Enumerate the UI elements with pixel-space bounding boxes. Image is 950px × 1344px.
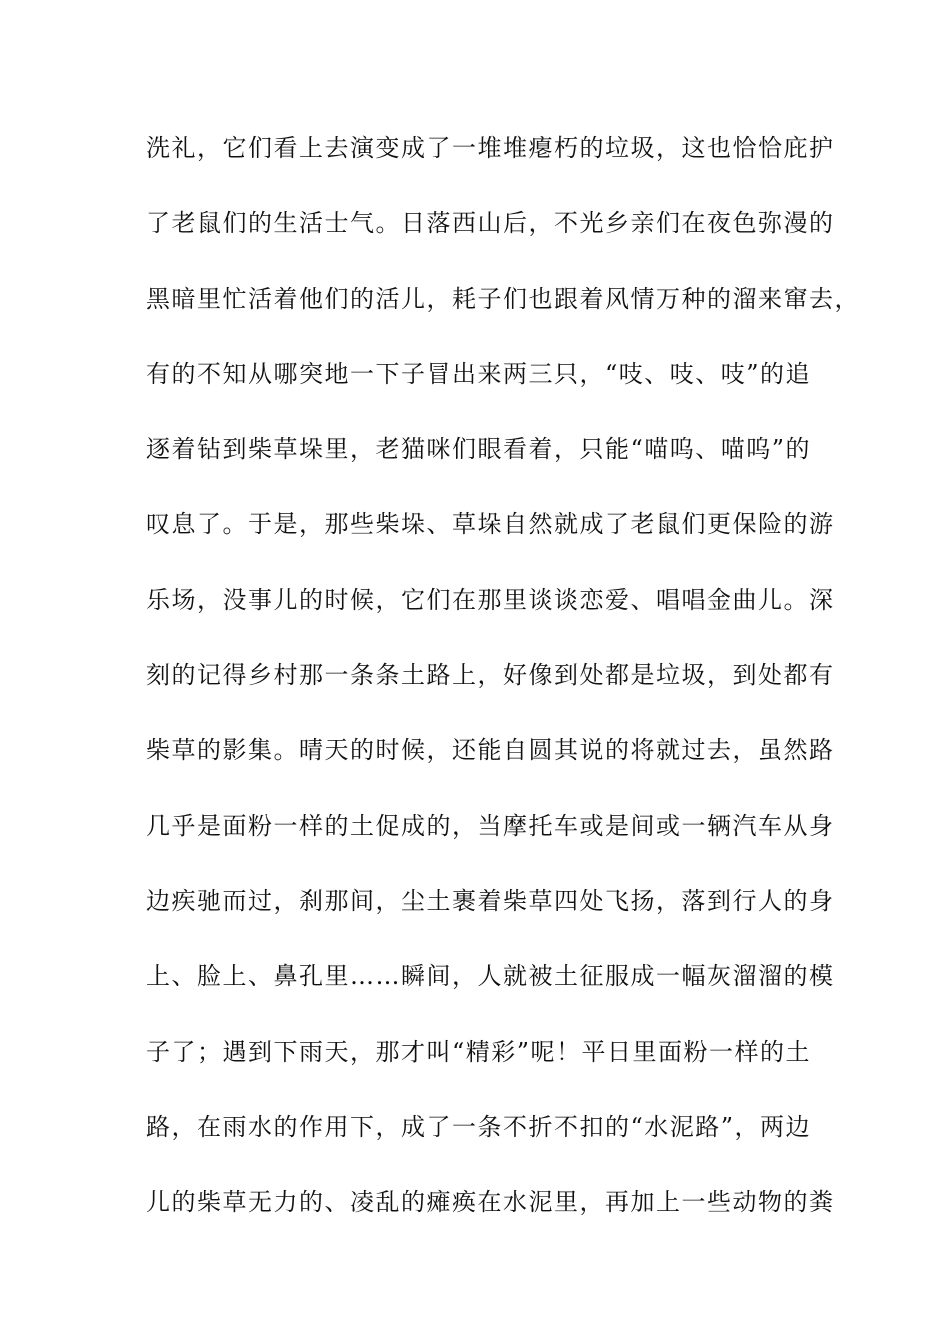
text-line: 乐场，没事儿的时候，它们在那里谈谈恋爱、唱唱金曲儿。深 (146, 585, 835, 614)
text-line: 子了；遇到下雨天，那才叫“精彩”呢！平日里面粉一样的土 (146, 1037, 812, 1066)
text-line: 洗礼，它们看上去演变成了一堆堆瘪朽的垃圾，这也恰恰庇护 (146, 134, 835, 162)
text-line: 边疾驰而过，刹那间，尘土裹着柴草四处飞扬，落到行人的身 (146, 886, 835, 915)
text-line: 了老鼠们的生活士气。日落西山后，不光乡亲们在夜色弥漫的 (146, 209, 835, 238)
body-text (146, 128, 860, 1257)
text-line: 路，在雨水的作用下，成了一条不折不扣的“水泥路”，两边 (146, 1112, 812, 1141)
text-line: 柴草的影集。晴天的时候，还能自圆其说的将就过去，虽然路 (146, 736, 835, 765)
text-line: 几乎是面粉一样的土促成的，当摩托车或是间或一辆汽车从身 (146, 811, 835, 840)
text-line: 上、脸上、鼻孔里……瞬间，人就被土征服成一幅灰溜溜的模 (146, 962, 835, 991)
text-line: 有的不知从哪突地一下子冒出来两三只，“吱、吱、吱”的追 (146, 359, 812, 388)
text-line: 黑暗里忙活着他们的活儿，耗子们也跟着风情万种的溜来窜去， (146, 284, 860, 313)
text-line: 叹息了。于是，那些柴垛、草垛自然就成了老鼠们更保险的游 (146, 510, 835, 539)
text-line: 逐着钻到柴草垛里，老猫咪们眼看着，只能“喵呜、喵呜”的 (146, 435, 812, 464)
text-line: 儿的柴草无力的、凌乱的瘫痪在水泥里，再加上一些动物的粪 (146, 1188, 835, 1217)
text-line: 刻的记得乡村那一条条土路上，好像到处都是垃圾，到处都有 (146, 661, 835, 690)
